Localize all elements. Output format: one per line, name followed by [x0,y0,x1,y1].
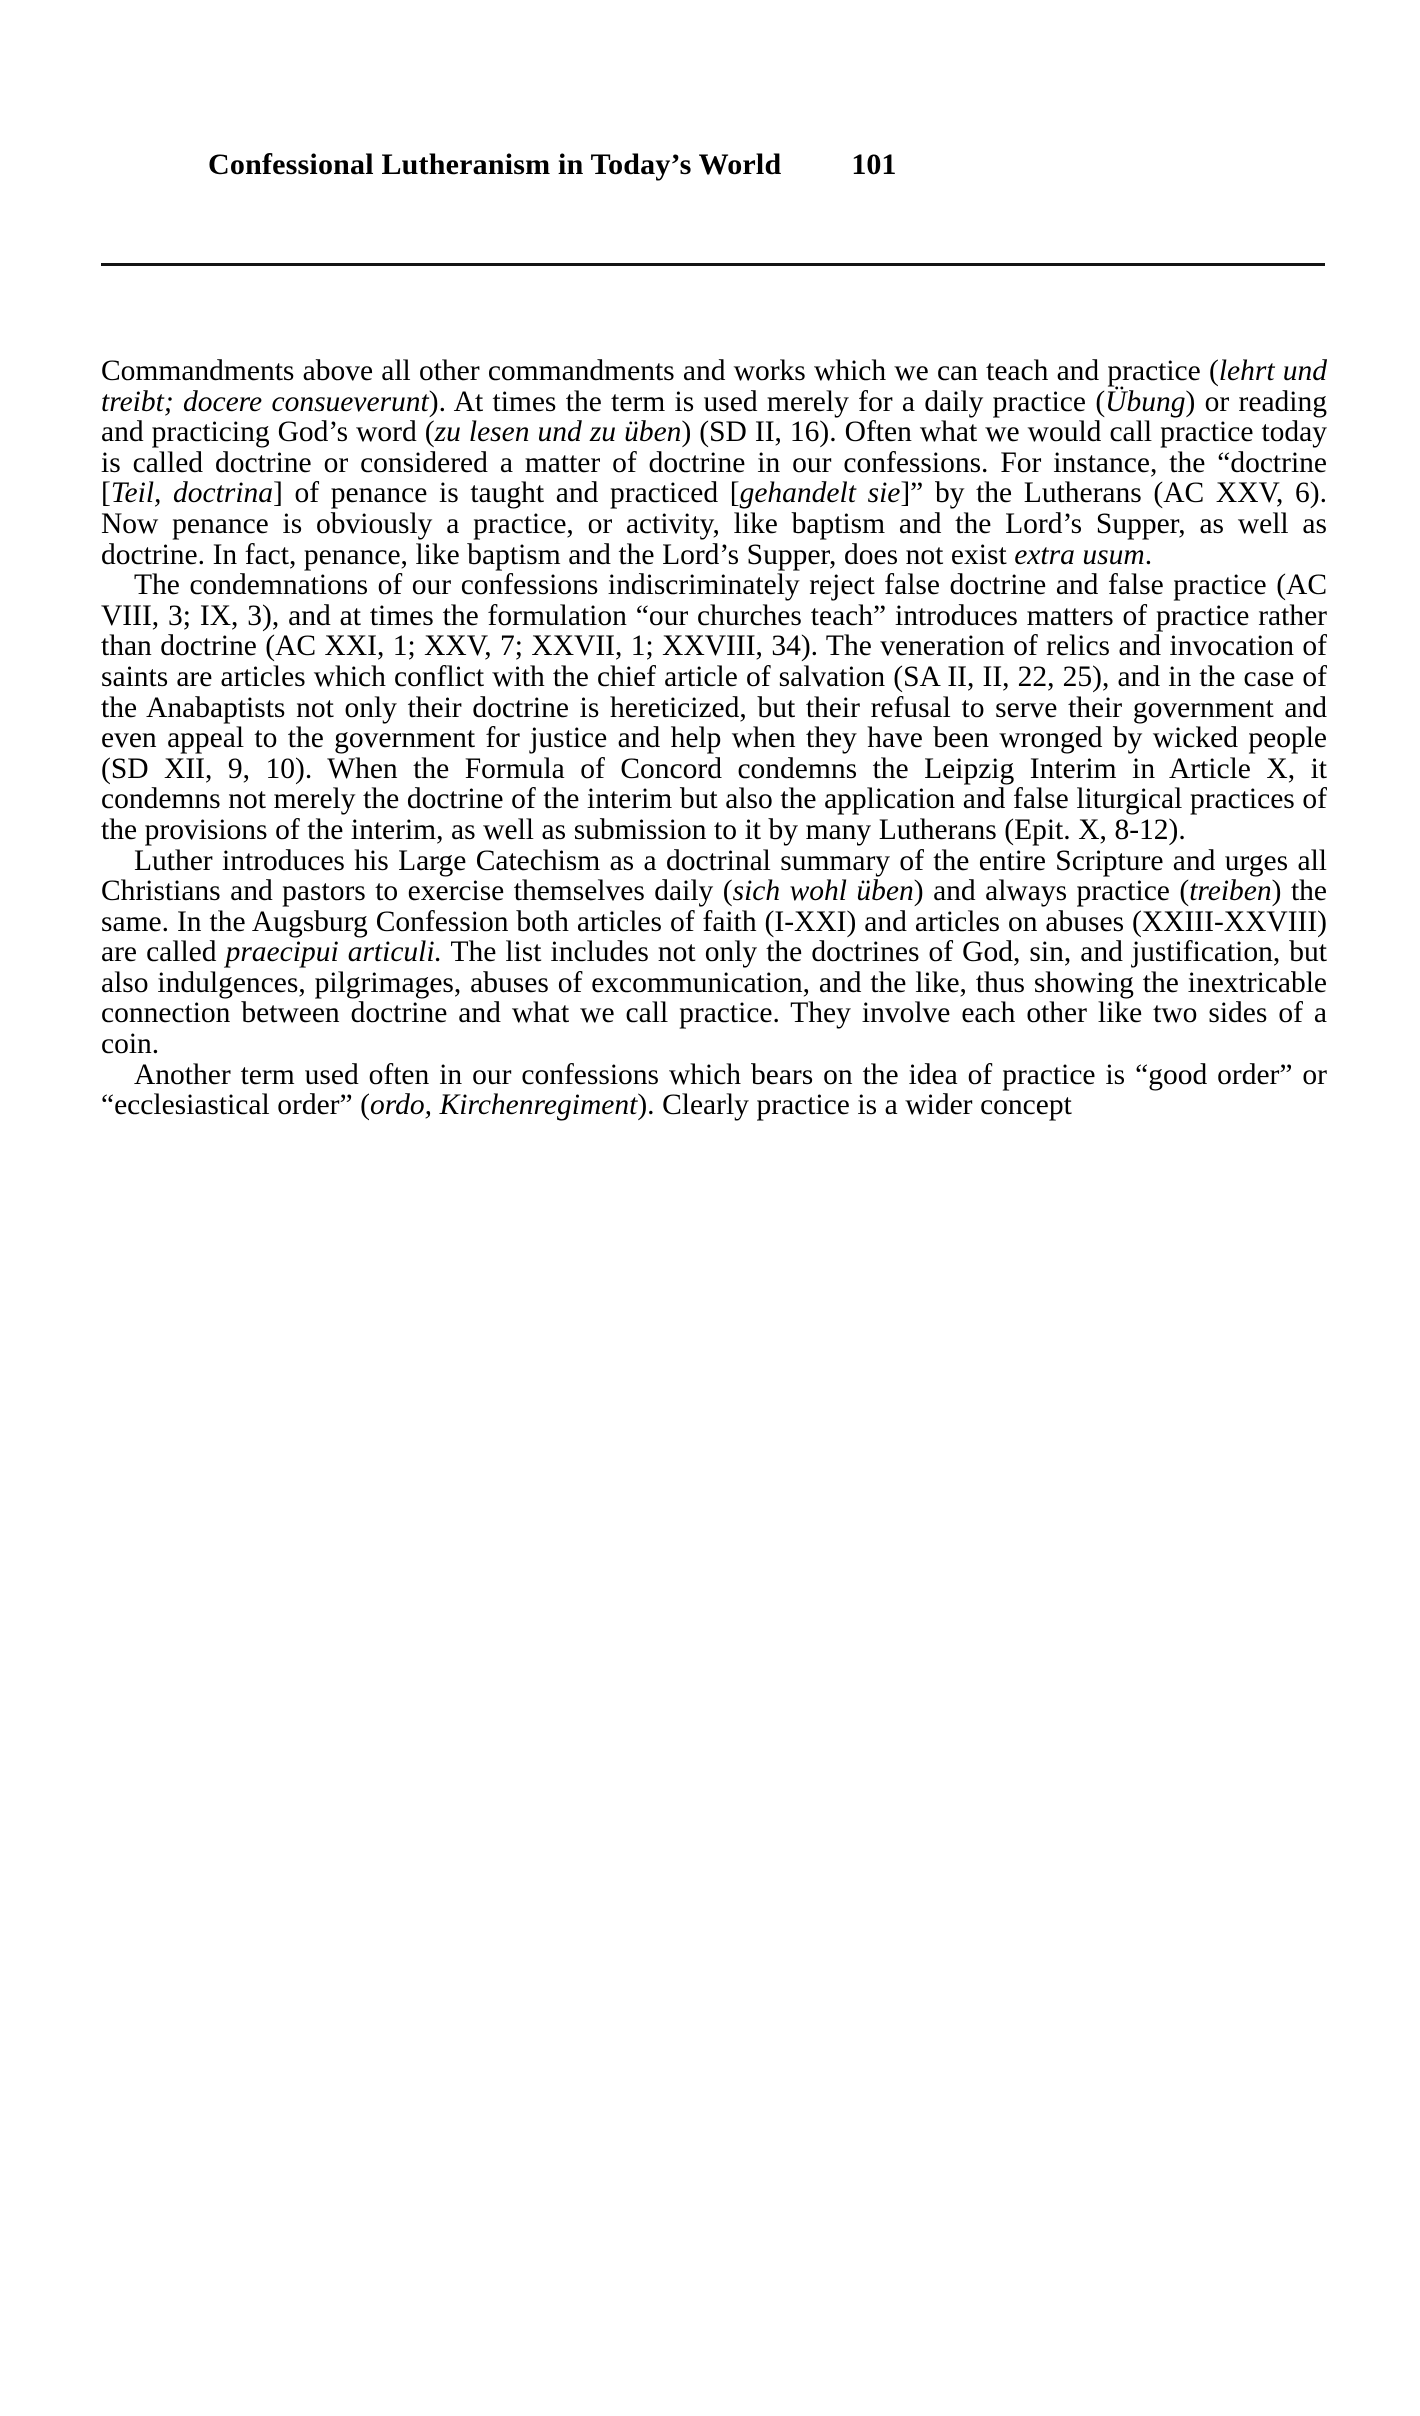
text-run: The list includes not only the doctrines of God, sin, and justification, but also indulgences, pilgrimages, abuses of excommunication, and the like, thus showing the inextricable connection between doctrine and what we call practice. They involve each other like two sides of a coin. [101,936,1327,1061]
paragraph [101,846,1327,1060]
text-run: Luther introduces his Large Catechism as a doctrinal summary of the entire Scripture and urges all Christians and pastors to exercise themselves daily ( [101,844,1327,908]
text-run: ). Clearly practice is a wider concept [637,1089,1072,1122]
text-run: ) or reading and practicing God’s word ( [101,385,1327,449]
text-run: ) (SD II, 16). Often what we would call practice today is called doctrine or considered a matter of doctrine in our confessions. For instance, the “doctrine [ [101,416,1327,510]
text-run: ]” by the Lutherans (AC XXV, 6). Now penance is obviously a practice, or activity, like baptism and the Lord’s Supper, as well as doctrine. In fact, penance, like baptism and the Lord’s Supper, does not exist [101,477,1327,571]
paragraph [101,356,1327,570]
italic-phrase: zu lesen und zu üben [434,416,682,449]
body-text [101,356,1327,1121]
paragraph [101,570,1327,845]
running-head [100,148,1328,182]
italic-phrase: ordo, Kirchenregiment [370,1089,638,1122]
italic-phrase: Übung [1105,385,1186,418]
italic-phrase: lehrt und treibt; docere consueverunt [101,355,1328,418]
text-run: The condemnations of our confessions indiscriminately reject false doctrine and false practice (AC VIII, 3; IX, 3), and at times the formulation “our churches teach” introduces matters of practice rather than doctrine (AC XXI, 1; XXV, 7; XXVII, 1; XXVIII, 34). The veneration of relics and invocation of saints are articles which conflict with the chief article of salvation (SA II, II, 22, 25), and in the case of the Anabaptists not only their doctrine is hereticized, but their refusal to serve their government and even appeal to the government for justice and help when they have been wronged by wicked people (SD XII, 9, 10). When the Formula of Concord condemns the Leipzig Interim in Article X, it condemns not merely the doctrine of the interim but also the application and false liturgical practices of the provisions of the interim, as well as submission to it by many Lutherans (Epit. X, 8-12). [101,569,1327,846]
text-run: ). At times the term is used merely for a daily practice ( [428,385,1106,418]
running-title: Confessional Lutheranism in Today’s World [208,148,782,181]
text-run: . [1144,538,1153,571]
paragraph [101,1060,1327,1121]
text-run: ] of penance is taught and practiced [ [273,477,740,510]
text-run: ) the same. In the Augsburg Confession both articles of faith (I-XXI) and articles on abuses (XXIII-XXVIII) are called [101,875,1327,969]
italic-phrase: gehandelt sie [739,477,901,510]
text-run: Commandments above all other commandments and works which we can teach and practice ( [101,355,1219,387]
italic-phrase: extra usum [1014,538,1145,571]
italic-phrase: praecipui articuli. [225,936,442,969]
italic-phrase: Teil, doctrina [110,477,274,510]
italic-phrase: treiben [1189,875,1272,908]
header-rule [101,263,1325,266]
italic-phrase: sich wohl üben [732,875,914,908]
text-run: Another term used often in our confessions which bears on the idea of practice is “good order” or “ecclesiastical order” ( [101,1058,1327,1122]
page-number: 101 [851,148,897,181]
text-run: ) and always practice ( [913,875,1190,908]
